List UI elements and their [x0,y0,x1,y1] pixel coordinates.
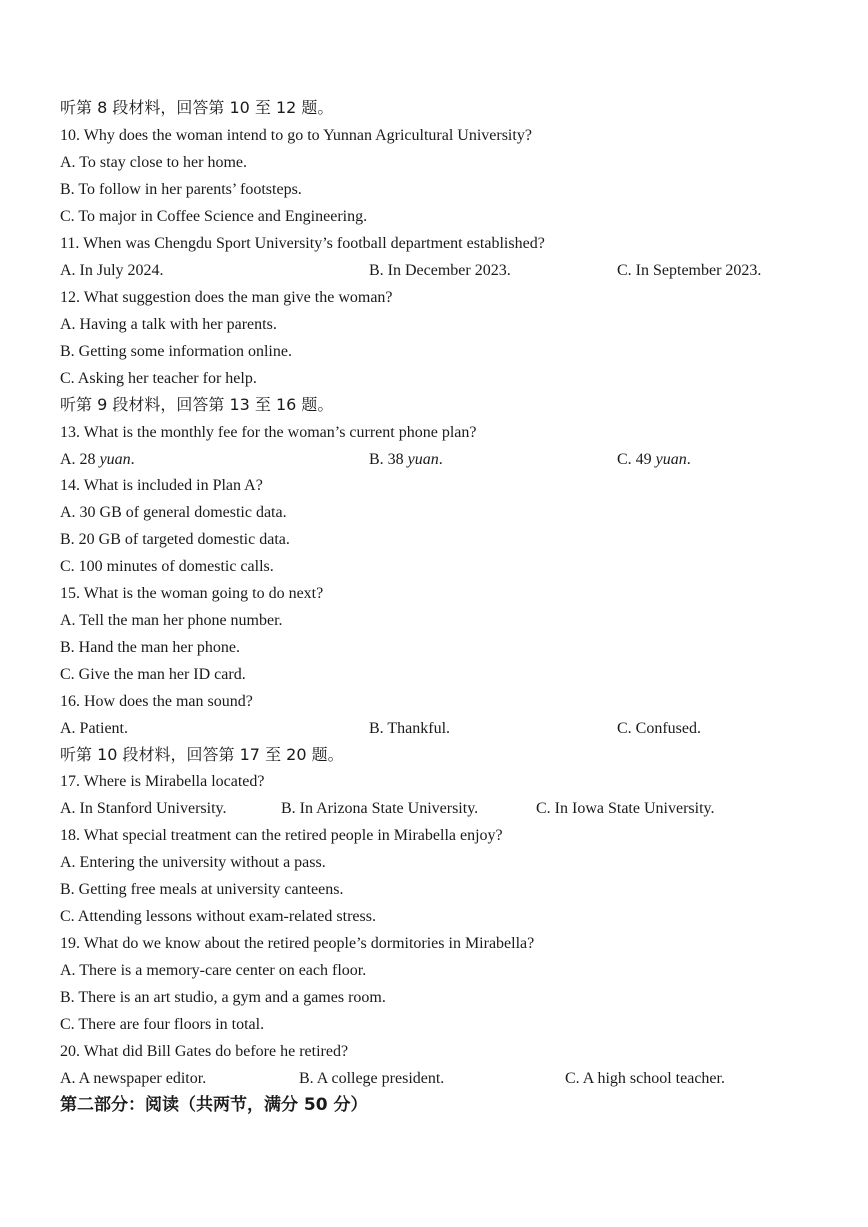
question-12-option-b: B. Getting some information online. [60,343,292,360]
part-two-heading: 第二部分：阅读（共两节，满分 50 分） [60,1095,368,1115]
question-18-option-b: B. Getting free meals at university canteens. [60,881,344,898]
question-20-option-b: B. A college president. [299,1070,445,1087]
section-header-9: 听第 9 段材料，回答第 13 至 16 题。 [60,395,334,414]
question-11-stem: 11. When was Chengdu Sport University’s football department established? [60,235,545,252]
question-10-option-c: C. To major in Coffee Science and Engineering. [60,208,368,225]
question-20-option-a: A. A newspaper editor. [60,1070,207,1087]
question-12-option-a: A. Having a talk with her parents. [60,316,277,333]
question-18-option-a: A. Entering the university without a pass. [60,854,326,871]
section-header-8: 听第 8 段材料，回答第 10 至 12 题。 [60,98,334,117]
question-11-option-b: B. In December 2023. [369,262,511,279]
question-15-option-a: A. Tell the man her phone number. [60,612,283,629]
question-13-option-b: B. 38 yuan. [369,451,443,468]
question-20-option-c: C. A high school teacher. [565,1070,725,1087]
question-16-option-c: C. Confused. [617,720,701,737]
question-11-option-c: C. In September 2023. [617,262,762,279]
question-12-option-c: C. Asking her teacher for help. [60,370,257,387]
question-14-stem: 14. What is included in Plan A? [60,477,263,494]
question-10-stem: 10. Why does the woman intend to go to Yunnan Agricultural University? [60,127,532,144]
question-14-option-b: B. 20 GB of targeted domestic data. [60,531,290,548]
question-13-option-a: A. 28 yuan. [60,451,135,468]
question-14-option-a: A. 30 GB of general domestic data. [60,504,287,521]
question-18-option-c: C. Attending lessons without exam-related stress. [60,908,376,925]
question-10-option-a: A. To stay close to her home. [60,154,247,171]
question-10-option-b: B. To follow in her parents’ footsteps. [60,181,302,198]
question-19-option-a: A. There is a memory-care center on each floor. [60,962,367,979]
question-19-option-c: C. There are four floors in total. [60,1016,265,1033]
question-15-stem: 15. What is the woman going to do next? [60,585,324,602]
question-13-option-c: C. 49 yuan. [617,451,691,468]
question-17-stem: 17. Where is Mirabella located? [60,773,265,790]
question-15-option-b: B. Hand the man her phone. [60,639,240,656]
question-11-option-a: A. In July 2024. [60,262,164,279]
question-20-stem: 20. What did Bill Gates do before he retired? [60,1043,349,1060]
question-17-option-a: A. In Stanford University. [60,800,227,817]
question-14-option-c: C. 100 minutes of domestic calls. [60,558,274,575]
question-17-option-c: C. In Iowa State University. [536,800,715,817]
section-header-10: 听第 10 段材料，回答第 17 至 20 题。 [60,745,344,764]
question-19-stem: 19. What do we know about the retired people’s dormitories in Mirabella? [60,935,535,952]
question-16-option-b: B. Thankful. [369,720,451,737]
question-18-stem: 18. What special treatment can the retired people in Mirabella enjoy? [60,827,503,844]
question-17-option-b: B. In Arizona State University. [281,800,479,817]
question-19-option-b: B. There is an art studio, a gym and a games room. [60,989,386,1006]
question-16-stem: 16. How does the man sound? [60,693,253,710]
question-12-stem: 12. What suggestion does the man give the woman? [60,289,393,306]
question-15-option-c: C. Give the man her ID card. [60,666,246,683]
question-13-stem: 13. What is the monthly fee for the woman’s current phone plan? [60,424,477,441]
question-16-option-a: A. Patient. [60,720,128,737]
